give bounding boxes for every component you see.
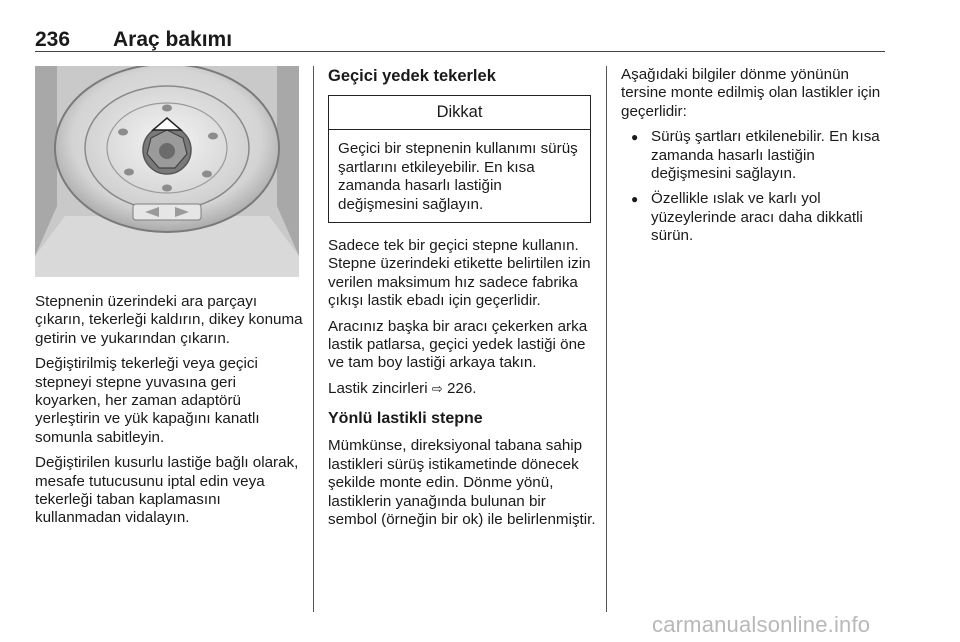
notice-text: Geçici bir stepnenin kullanımı sürüş şartlarını etkileyebilir. En kısa zamanda hasarlı lastiğin değişmesini sağlayın. — [338, 140, 578, 213]
notice-body — [329, 130, 590, 222]
column-divider-1 — [313, 66, 314, 612]
subheading-directional: Yönlü lastikli stepne — [328, 410, 483, 428]
header-rule — [35, 51, 885, 52]
chains-ref-page: 226. — [446, 379, 477, 397]
column3-intro: Aşağıdaki bilgiler dönme yönünün tersine monte edilmiş olan lastikler için geçerlidir: — [621, 66, 881, 120]
list-item: ● Sürüş şartları etkilenebilir. En kısa zamanda hasarlı lastiğin değişmesini sağlayın. — [621, 128, 889, 183]
column1-paragraph-2: Değiştirilmiş tekerleği veya geçici stepneyi stepne yuvasına geri koyarken, her zaman adaptörü yerleştirin ve yük kapağını kanatlı somunla sabitleyin. — [35, 355, 260, 446]
bullet-list — [621, 128, 889, 245]
column1-paragraph-3: Değiştirilen kusurlu lastiğe bağlı olarak, mesafe tutucusunu iptal edin veya tekerleği taban kaplamasını kullanmadan vidalayın. — [35, 454, 299, 527]
page-reference-arrow-icon: ⇨ — [431, 380, 443, 396]
list-item: ● Özellikle ıslak ve karlı yol yüzeylerinde aracı daha dikkatli sürün. — [621, 190, 889, 245]
column-divider-2 — [606, 66, 607, 612]
column1-paragraph-1: Stepnenin üzerindeki ara parçayı çıkarın, tekerleği kaldırın, dikey konuma getirin ve yukarından çıkarın. — [35, 293, 303, 347]
column2-paragraph-1: Sadece tek bir geçici stepne kullanın. Stepne üzerindeki etikette belirtilen izin verilen maksimum hız sadece fabrika çıkışı lastik ebadı için geçerlidir. — [328, 237, 591, 310]
chains-ref-text: Lastik zincirleri — [328, 379, 428, 397]
directional-text: Mümkünse, direksiyonal tabana sahip lastikleri sürüş istikametinde dönecek şekilde monte edin. Dönme yönü, lastiklerin yanağında bulunan bir sembol (örneğin bir ok) ile belirlenmiştir. — [328, 437, 596, 528]
warning-notice — [328, 95, 591, 223]
watermark: carmanualsonline.info — [652, 612, 871, 637]
notice-title: Dikkat — [329, 96, 590, 130]
column-2 — [328, 66, 596, 536]
spare-wheel-well-image — [35, 66, 299, 277]
page-header — [35, 28, 885, 50]
column-1 — [35, 66, 303, 535]
chapter-title: Araç bakımı — [113, 28, 233, 51]
section-heading: Geçici yedek tekerlek — [328, 67, 496, 85]
column-3 — [621, 66, 889, 253]
chains-reference — [328, 380, 596, 398]
column2-paragraph-2: Aracınız başka bir aracı çekerken arka lastik patlarsa, geçici yedek lastiği öne ve tam boy lastiği arkaya takın. — [328, 317, 588, 372]
page-number: 236 — [35, 28, 71, 51]
